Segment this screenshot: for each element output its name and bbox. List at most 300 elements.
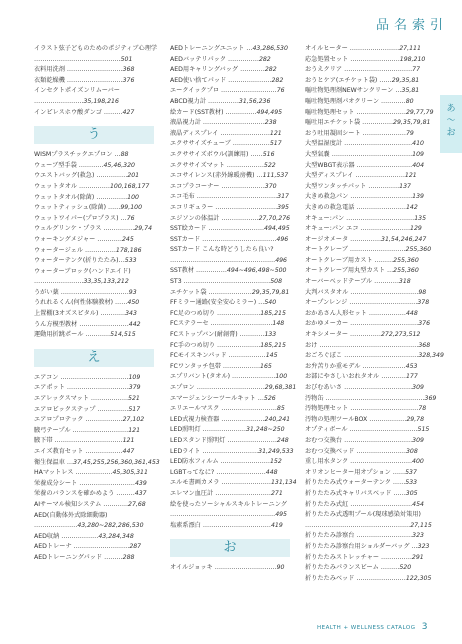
entry-name: SSTカード ………………………………	[170, 235, 277, 243]
index-entry	[34, 298, 154, 309]
entry-pages: 272,273,512	[380, 331, 421, 339]
entry-name: 液晶ディスプレイ ……………………	[170, 129, 270, 137]
index-entry	[34, 383, 154, 394]
entry-name: エプロン ……………………………	[170, 384, 265, 391]
index-entry	[170, 394, 290, 405]
index-entry	[170, 44, 290, 55]
index-entry	[34, 553, 154, 564]
entry-name: インピレスホウ酸ダンゴ ………	[34, 108, 123, 116]
index-entry	[305, 510, 425, 521]
entry-pages: 152	[269, 458, 282, 466]
index-entry	[305, 65, 425, 76]
index-entry	[34, 55, 154, 66]
entry-pages: 515	[417, 426, 430, 434]
entry-pages: 323	[417, 542, 430, 550]
entry-name: 腋下帯 ……………………………	[34, 437, 123, 445]
index-entry	[170, 150, 290, 161]
index-entry	[305, 341, 431, 352]
entry-pages: 514,515	[110, 331, 136, 339]
entry-pages: 282	[264, 66, 277, 74]
entry-pages: 317	[277, 193, 289, 201]
entry-name: インセクトポイズンリムーバー	[34, 87, 120, 95]
entry-name: AED用キャリングバッグ …………	[170, 66, 265, 74]
entry-pages: 454	[412, 500, 424, 508]
entry-pages: 533	[124, 257, 137, 265]
index-entry	[34, 405, 154, 416]
entry-name: LED照明灯 …………………	[170, 426, 246, 434]
entry-name: オキュー:パン エコ ……………………	[305, 225, 411, 233]
index-entry	[305, 478, 425, 489]
entry-name: エチケット袋 …………………	[170, 288, 252, 296]
entry-pages: 368	[122, 66, 135, 74]
entry-pages: 323	[412, 532, 424, 540]
index-entry	[305, 521, 432, 532]
entry-name: エマージェンシーツールキット …	[170, 394, 264, 402]
entry-pages: 540	[264, 299, 277, 307]
footer	[317, 622, 428, 632]
index-entry	[170, 86, 290, 97]
entry-pages: 27,111	[399, 45, 421, 52]
index-entry	[170, 478, 297, 489]
index-entry	[34, 214, 154, 225]
entry-pages: 378	[417, 299, 430, 307]
index-entry	[34, 235, 154, 246]
entry-name: 液晶視力計 …………………………	[170, 119, 265, 127]
entry-pages: 133	[264, 331, 277, 339]
index-entry	[305, 97, 425, 108]
entry-name: 衛生保温車 …	[34, 458, 74, 466]
entry-pages: 379	[128, 384, 141, 392]
index-entry	[170, 235, 290, 246]
entry-name: ST3 ……………………………………	[170, 278, 271, 286]
entry-name: AIサーマル検知システム …………	[34, 500, 129, 508]
index-entry	[170, 436, 290, 447]
index-entry	[170, 224, 290, 235]
entry-name: エアコン ……………………………	[34, 373, 129, 381]
entry-pages: 376	[122, 76, 135, 84]
index-entry	[305, 171, 425, 182]
entry-name: 折りたたみ診察台用ショルダーバッグ …	[305, 542, 418, 550]
entry-pages: 109	[128, 373, 141, 381]
index-column-1	[34, 44, 160, 564]
index-entry	[34, 76, 154, 87]
entry-name: 折りたたみベッド ……………………	[305, 574, 406, 582]
entry-pages: 369	[424, 394, 437, 402]
index-entry	[34, 150, 154, 161]
entry-pages: 517	[269, 140, 282, 148]
entry-name: エアポット …………………………	[34, 384, 129, 392]
index-entry	[34, 426, 154, 437]
entry-pages: 437	[134, 490, 147, 498]
kana-range-tab[interactable]	[440, 95, 462, 153]
index-entry	[305, 351, 444, 362]
entry-name: 上置棚(3オズスピタル) …………	[34, 310, 126, 318]
entry-pages: 400	[412, 458, 424, 466]
entry-name: 折りたたみストレッチャー ……………	[305, 553, 412, 561]
entry-pages: 288	[122, 553, 135, 561]
entry-pages: 29,78	[406, 415, 425, 423]
entry-pages: 517	[128, 405, 141, 413]
entry-pages: 533	[405, 479, 418, 487]
index-entry	[170, 55, 290, 66]
entry-name: おむつ交換ベッド ……………………	[305, 447, 406, 455]
index-entry	[34, 171, 154, 182]
entry-pages: 122,305	[405, 574, 432, 582]
index-entry	[34, 246, 154, 257]
index-entry	[305, 372, 425, 383]
entry-name: FC足のつめ切り …………………	[170, 309, 261, 317]
index-entry	[170, 76, 290, 87]
entry-pages: 282	[258, 55, 271, 63]
index-entry	[34, 479, 154, 490]
entry-name: LEDライト ………………………	[170, 447, 259, 455]
entry-name: オプティボール ……………………………	[305, 426, 418, 434]
entry-name: オイルジョッキ …………………………	[170, 564, 277, 572]
entry-pages: 137	[399, 182, 411, 190]
index-entry	[305, 256, 425, 267]
index-entry	[170, 277, 290, 288]
entry-name: エリエールマスク ………………………	[170, 405, 277, 413]
index-entry	[305, 553, 425, 564]
entry-pages: 121	[122, 437, 135, 445]
entry-pages: 178,186	[115, 246, 142, 254]
entry-pages: 31,54,246,247	[381, 235, 427, 243]
entry-name: ……………………	[34, 97, 84, 105]
index-entry	[305, 330, 425, 341]
entry-pages: 185,215	[260, 309, 286, 317]
entry-pages: 121	[128, 426, 141, 434]
index-entry	[305, 404, 425, 415]
entry-pages: 240,241	[264, 415, 291, 423]
entry-pages: 404	[412, 161, 425, 169]
entry-name: 衣料用洗剤 ………………………	[34, 66, 123, 74]
entry-name: 栄養のバランスを確かめよう ………	[34, 490, 135, 498]
index-entry	[305, 319, 431, 330]
entry-pages: 291	[411, 553, 424, 561]
entry-name: エコ毛布 …………………………………	[170, 193, 278, 201]
entry-pages: 148	[272, 320, 285, 328]
entry-name: エプリバント(タオル) …………………	[170, 373, 276, 381]
entry-pages: 35,198,216	[83, 97, 119, 105]
entry-pages: 99,100	[120, 204, 143, 212]
entry-pages: 376	[418, 320, 431, 328]
entry-name: おびむあいさ ……………………………	[305, 384, 413, 391]
entry-pages: 90	[276, 564, 285, 572]
entry-pages: 29,35,79,81	[251, 288, 290, 296]
index-entry	[305, 468, 425, 479]
entry-pages: 29,35,79,81	[393, 119, 431, 127]
entry-pages: 442	[128, 320, 141, 328]
entry-pages: 520	[399, 564, 412, 572]
entry-name: 折りたたみ式ウォーターテンク ……	[305, 479, 406, 487]
entry-name: ウォーターテンク(折りたたみ)…	[34, 257, 125, 265]
entry-name: 衣類乾燥機 ………………………	[34, 76, 123, 84]
entry-name: ウェルグリンケ・プラス ……………	[34, 225, 135, 233]
entry-name: SST絵カード ………………………	[170, 225, 265, 233]
entry-pages: 521	[128, 395, 140, 403]
entry-name: ……………………………………	[34, 55, 121, 63]
entry-name: ……………………	[34, 278, 84, 286]
entry-pages: 139	[412, 193, 424, 201]
entry-name: …………………	[34, 522, 78, 530]
index-entry	[34, 86, 154, 97]
index-entry	[34, 330, 154, 341]
side-tab-dash: 〜	[446, 116, 456, 126]
entry-name: オートクレーブ用カスト ………	[305, 256, 394, 264]
index-entry	[305, 415, 425, 426]
entry-pages: 27,68	[128, 500, 146, 508]
entry-name: エコリギュラー …………………………	[170, 203, 278, 211]
index-entry	[34, 511, 154, 522]
entry-pages: 245	[121, 235, 134, 243]
entry-pages: 145	[265, 352, 278, 360]
entry-name: エクササイズチューブ ………………	[170, 140, 270, 148]
entry-pages: 45,305,311	[112, 469, 148, 477]
entry-name: 絵カード(SST教材) ……………	[170, 108, 257, 116]
entry-pages: 494,495	[256, 108, 283, 116]
entry-pages: 439	[134, 479, 147, 487]
entry-name: オイルヒーター ……………………	[305, 45, 400, 52]
entry-name: 塩素系漂白 ……………………………	[170, 521, 271, 529]
entry-pages: 111,537	[262, 172, 289, 180]
entry-pages: 131,134	[270, 479, 297, 487]
index-entry	[305, 288, 425, 299]
index-entry	[170, 245, 290, 256]
entry-name: エークイックプロ ………………………	[170, 87, 277, 95]
index-entry	[170, 489, 290, 500]
entry-name: 汚物の処理ツールBOX ………………	[305, 415, 407, 423]
entry-name: オープンレンジ ……………………………	[305, 299, 418, 307]
entry-pages: 537	[405, 468, 417, 476]
entry-name: ウェットワイパー(プロプラス) …	[34, 214, 127, 222]
index-entry	[305, 182, 425, 193]
entry-pages: 29,35,81	[391, 76, 420, 84]
entry-pages: 526	[263, 394, 276, 402]
entry-pages: 419	[270, 521, 283, 529]
entry-pages: 43,284,348	[98, 532, 134, 540]
index-entry	[305, 192, 425, 203]
entry-name: LED式視力検査器 …………………	[170, 415, 265, 423]
entry-pages: 309	[412, 384, 424, 391]
entry-name: 大判バスタオル ……………………………	[305, 288, 419, 296]
entry-pages: 76	[276, 87, 285, 95]
entry-pages: 27,70,276	[258, 214, 291, 222]
index-entry	[34, 436, 154, 447]
entry-pages: 305	[405, 489, 418, 497]
entry-pages: 80	[405, 97, 414, 105]
entry-name: オリオンヒーター用オプション ……	[305, 468, 406, 476]
entry-pages: 27,102	[122, 416, 145, 424]
entry-name: FFミラー通路(安全安心ミラー) …	[170, 299, 265, 307]
entry-name: ……………………………………………	[305, 521, 411, 529]
entry-pages: 201	[127, 172, 140, 180]
entry-name: 重し用水タンク …………………………	[305, 458, 413, 466]
entry-name: おけ …………………………………………	[305, 341, 419, 349]
entry-pages: 318	[398, 278, 411, 286]
entry-name: 嘔吐物処理剤パオクリーン …………	[305, 97, 406, 105]
page-number: 3	[421, 622, 428, 632]
entry-name: FCワンタッチ包帯 ………………	[170, 362, 261, 370]
index-entry	[170, 192, 290, 203]
index-entry	[170, 351, 290, 362]
index-entry	[305, 150, 425, 161]
index-entry	[170, 266, 290, 277]
entry-name: AEDトレーニングユニット …	[170, 45, 253, 52]
entry-pages: 343	[125, 310, 137, 318]
index-entry	[170, 447, 294, 458]
index-entry	[170, 108, 290, 119]
index-entry	[34, 521, 154, 532]
entry-name: AED収納 ………………	[34, 532, 99, 540]
entry-pages: 78	[418, 405, 427, 413]
index-entry	[34, 309, 154, 320]
entry-name: LEDスタンド照明灯 ……………………	[170, 436, 277, 444]
entry-pages: 368	[418, 341, 431, 349]
index-entry	[305, 531, 425, 542]
entry-pages: 45,46,320	[103, 161, 135, 169]
entry-name: SSTカード こんな時どうしたら良い?	[170, 246, 274, 254]
entry-pages: 282	[271, 76, 284, 84]
entry-name: 折りたたみ式キャリバスベッド ……	[305, 489, 406, 497]
entry-name: ……………………………………………	[170, 511, 276, 519]
entry-pages: 450	[127, 299, 140, 307]
index-entry	[170, 500, 290, 511]
entry-pages: 98	[418, 288, 427, 296]
index-column-2	[170, 44, 297, 574]
entry-name: 嘔吐物処理剤NEWサンクリーン …	[305, 87, 402, 95]
index-entry	[305, 76, 425, 87]
entry-pages: 255,360	[393, 267, 419, 275]
entry-pages: 27,115	[410, 521, 432, 529]
entry-pages: 309	[412, 436, 424, 444]
entry-name: AEDトレーニングパッド ………	[34, 553, 123, 561]
index-entry	[305, 266, 425, 277]
entry-name: おうえクリア ……………………………	[305, 66, 413, 74]
entry-name: FCステラーセ …………………………	[170, 320, 273, 328]
entry-name: 大型氣嚢 …………………………………	[305, 150, 413, 158]
index-entry	[305, 129, 425, 140]
entry-pages: 35,81	[401, 87, 420, 95]
entry-name: おう吐用凝固シート …………………	[305, 129, 406, 137]
entry-name: エジソンの体温計 ………………	[170, 214, 259, 222]
entry-pages: 495	[275, 511, 287, 519]
index-entry	[170, 425, 290, 436]
index-entry	[170, 309, 290, 320]
entry-name: イラスト弦子どものためのポジティブ心理学	[34, 45, 158, 52]
index-entry	[34, 44, 158, 55]
entry-name: 嘔吐物処理セット ……………………	[305, 108, 406, 116]
entry-pages: 448	[405, 309, 418, 317]
entry-pages: 427	[122, 108, 135, 116]
index-entry	[305, 436, 425, 447]
entry-name: ABCD視力計 ……………	[170, 97, 239, 105]
entry-name: 汚物処理セット ……………………………	[305, 405, 419, 413]
entry-pages: 494~496,498~500	[226, 267, 287, 275]
entry-name: オーバーベッドテーブル …………	[305, 278, 399, 286]
index-entry	[305, 383, 425, 394]
entry-name: オージオメータ ……………	[305, 235, 382, 243]
kana-section-header: お	[170, 539, 290, 557]
entry-name: エクササイズボウル(訓練用) ……	[170, 150, 263, 158]
entry-pages: 85	[276, 405, 285, 413]
entry-name: ウォーターブロック(ハンドエイド)	[34, 267, 131, 275]
entry-name: AEDバッテリパック ……………	[170, 55, 259, 63]
index-entry	[305, 224, 425, 235]
entry-pages: 453	[405, 362, 418, 370]
index-entry	[305, 425, 430, 436]
entry-pages: 31,248~250	[245, 426, 285, 434]
index-entry	[34, 203, 154, 214]
index-entry	[305, 108, 434, 119]
entry-name: 大きめの救急電話 ……………………	[305, 203, 406, 211]
entry-pages: 248	[276, 436, 289, 444]
page-title: 品名索引	[375, 18, 448, 33]
entry-pages: 328,349	[418, 352, 444, 360]
index-entry	[170, 129, 290, 140]
entry-pages: 496	[275, 256, 287, 264]
index-entry	[305, 245, 432, 256]
entry-pages: 238	[264, 119, 277, 127]
footer-catalog-name: HEALTH + WELLNESS CATALOG	[317, 625, 416, 631]
index-entry	[34, 108, 154, 119]
index-entry	[170, 341, 290, 352]
entry-name: エアレックスマット ………………	[34, 395, 129, 403]
index-entry	[34, 193, 154, 204]
index-entry	[305, 55, 425, 66]
entry-name: 応急処置セット ……………………	[305, 55, 400, 63]
entry-name: オートクレーブ用丸型カスト …	[305, 267, 394, 275]
entry-pages: 271	[270, 489, 283, 497]
entry-name: エアロビックステップ ……………	[34, 405, 129, 413]
index-entry	[305, 235, 425, 246]
entry-pages: 255,360	[405, 246, 432, 254]
entry-name: うがい薬 ……………………………	[34, 288, 129, 296]
entry-pages: 76	[126, 214, 135, 222]
index-entry	[170, 563, 290, 574]
entry-pages: 93	[128, 288, 137, 296]
entry-pages: 37,45,255,256,360,361,453	[73, 458, 160, 466]
index-entry	[305, 203, 425, 214]
entry-name: FC手のつめ切り …………………	[170, 341, 261, 349]
index-entry	[34, 373, 154, 384]
index-entry	[170, 214, 290, 225]
side-tab-start: あ	[446, 104, 456, 114]
entry-name: ウエストバッグ(救急) ……………	[34, 172, 128, 180]
entry-name: オートクレーブ ………………………	[305, 246, 406, 254]
entry-pages: 501	[120, 55, 133, 63]
entry-pages: 29,68,381	[264, 384, 297, 391]
index-entry	[305, 214, 425, 225]
entry-pages: 395	[277, 203, 289, 211]
entry-pages: 79	[405, 129, 414, 137]
entry-name: オキュー:パン ……………………………	[305, 214, 415, 222]
entry-pages: 516	[262, 150, 275, 158]
entry-name: おごろぐぼこ ………………………………	[305, 352, 419, 360]
index-entry	[34, 542, 154, 553]
index-entry	[34, 500, 154, 511]
kana-section-header: え	[34, 349, 154, 367]
entry-pages: 198,210	[399, 55, 426, 63]
entry-pages: 43,286,530	[252, 45, 288, 52]
entry-pages: 165	[260, 362, 272, 370]
entry-pages: 494,495	[264, 225, 290, 233]
entry-name: ウェットティッシュ(除菌) ……	[34, 204, 121, 212]
index-entry	[170, 330, 290, 341]
entry-name: エアロプロテック ………………	[34, 416, 123, 424]
index-entry	[170, 372, 290, 383]
entry-pages: 31,249,533	[258, 447, 294, 455]
entry-pages: 100,168,177	[109, 182, 150, 190]
